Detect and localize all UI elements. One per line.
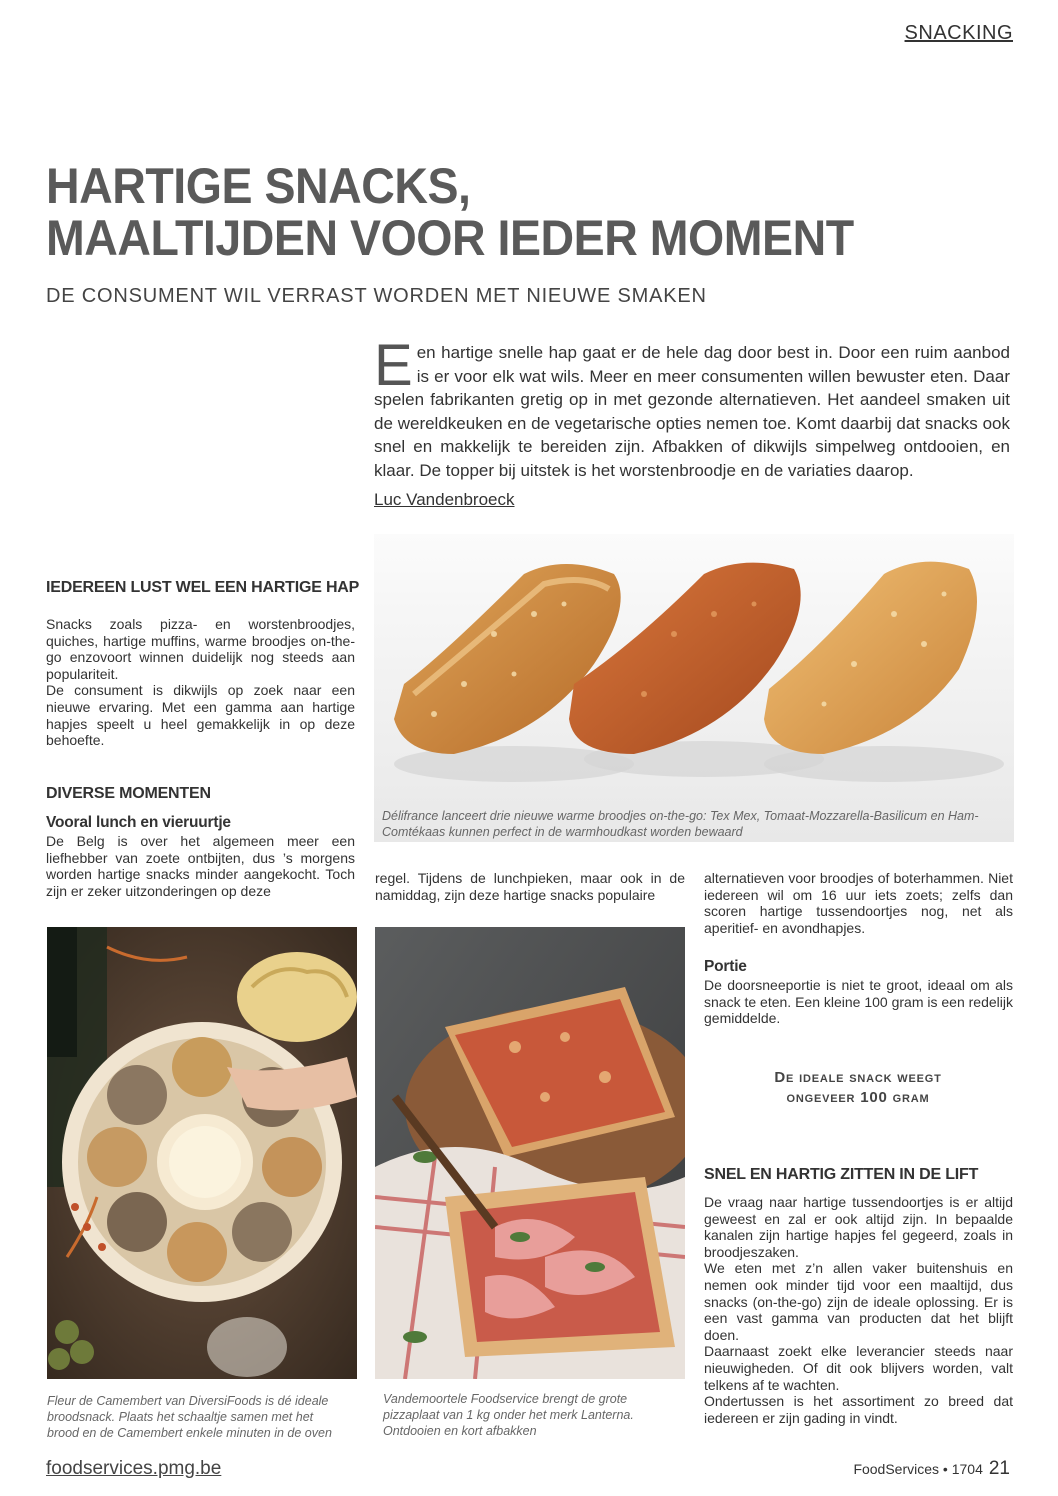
page-number: 21 bbox=[988, 1458, 1010, 1479]
paragraph-portie: De doorsneeportie is niet te groot, ideaal om als snack te eten. Een kleine 100 gram is een redelijk gemiddelde. bbox=[704, 977, 1013, 1027]
photo-camembert bbox=[47, 927, 357, 1379]
intro-paragraph bbox=[374, 333, 1010, 482]
paragraph-momenten-1: De Belg is over het algemeen meer een liefhebber van zoete ontbijten, dus ’s morgens worden hartige snacks minder aangekocht. Toch zijn er zeker uitzonderingen op deze bbox=[46, 833, 355, 899]
pull-quote-line-1: De ideale snack weegt bbox=[774, 1069, 942, 1086]
paragraph-lift-2: We eten met z’n allen vaker buitenshuis en nemen ook minder tijd voor een maaltijd, dus snacks (on-the-go) zijn de ideale oplossing. Er is een vast gamma van producten dat het blijft doen. bbox=[704, 1260, 1013, 1343]
column-right bbox=[704, 870, 1013, 936]
heading-snel-hartig: SNEL EN HARTIG ZITTEN IN DE LIFT bbox=[704, 1166, 979, 1183]
photo-delifrance-breads bbox=[374, 534, 1014, 842]
heading-hartige-hap: IEDEREEN LUST WEL EEN HARTIGE HAP bbox=[46, 579, 360, 596]
pull-quote bbox=[708, 1068, 1008, 1108]
pizza-illustration bbox=[375, 927, 685, 1379]
heading-diverse-momenten: DIVERSE MOMENTEN bbox=[46, 785, 211, 802]
paragraph-momenten-2: regel. Tijdens de lunchpieken, maar ook in de namiddag, zijn deze hartige snacks populaire bbox=[375, 870, 685, 903]
pull-quote-line-2: ongeveer 100 gram bbox=[786, 1089, 930, 1106]
drop-cap: E bbox=[374, 333, 413, 398]
paragraph-hap-2: De consument is dikwijls op zoek naar een nieuwe ervaring. Met een gamma aan hartige hapjes speelt u heel gemakkelijk in op deze behoefte. bbox=[46, 682, 355, 749]
paragraph-lift-4: Ondertussen is het assortiment zo breed dat iedereen er zijn gading in vindt. bbox=[704, 1393, 1013, 1426]
section-label: SNACKING bbox=[904, 22, 1013, 44]
paragraph-lift-1: De vraag naar hartige tussendoortjes is er altijd geweest en zal er ook altijd zijn. In bepaalde kanalen zijn hartige hapjes fel gegeerd, zoals in broodjeszaken. bbox=[704, 1194, 1013, 1260]
author-byline[interactable]: Luc Vandenbroeck bbox=[374, 490, 515, 509]
column-hap bbox=[46, 616, 355, 749]
paragraph-momenten-3: alternatieven voor broodjes of boterhammen. Niet iedereen wil om 16 uur iets zoets; zelfs dan scoren hartige tussendoortjes nog, net als aperitief- en avondhapjes. bbox=[704, 870, 1013, 936]
breads-illustration bbox=[374, 534, 1014, 842]
title-line-2: MAALTIJDEN VOOR IEDER MOMENT bbox=[46, 210, 854, 266]
photo-pizza bbox=[375, 927, 685, 1379]
camembert-illustration bbox=[47, 927, 357, 1379]
caption-delifrance: Délifrance lanceert drie nieuwe warme broodjes on-the-go: Tex Mex, Tomaat-Mozzarella-Basilicum en Ham-Comtékaas kunnen perfect in de warmhoudkast worden bewaard bbox=[382, 809, 979, 839]
paragraph-hap-1: Snacks zoals pizza- en worstenbroodjes, quiches, hartige muffins, warme broodjes on-the-go enzovoort winnen duidelijk nog steeds aan populariteit. bbox=[46, 616, 355, 682]
subheading-lunch: Vooral lunch en vieruurtje bbox=[46, 814, 231, 831]
footer-magazine: FoodServices • 1704 bbox=[853, 1461, 983, 1477]
page-title bbox=[46, 160, 939, 264]
paragraph-lift-3: Daarnaast zoekt elke leverancier steeds naar nieuwigheden. Of dit ook blijvers worden, valt telkens af te wachten. bbox=[704, 1343, 1013, 1393]
footer-website-link[interactable]: foodservices.pmg.be bbox=[46, 1458, 222, 1479]
intro-text: en hartige snelle hap gaat er de hele dag door best in. Door een ruim aanbod is er voor elk wat wils. Meer en meer consumenten willen bewuster eten. Daar spelen fabrikanten gretig op in met gezonde alternatieven. Het aandeel smaken uit de wereldkeuken en de vegetarische opties nemen toe. Komt daarbij dat snacks ook snel en makkelijk te bereiden zijn. Afbakken of dikwijls simpelweg ontdooien, en klaar. De topper bij uitstek is het worstenbroodje en de variaties daarop. bbox=[374, 343, 1010, 480]
caption-pizza: Vandemoortele Foodservice brengt de grote pizzaplaat van 1 kg onder het merk Lanterna. Ontdooien en kort afbakken bbox=[383, 1392, 634, 1438]
heading-portie: Portie bbox=[704, 958, 747, 975]
title-line-1: HARTIGE SNACKS, bbox=[46, 158, 471, 214]
footer-publication bbox=[853, 1458, 1010, 1480]
caption-camembert: Fleur de Camembert van DiversiFoods is dé ideale broodsnack. Plaats het schaaltje samen met het brood en de Camembert enkele minuten in de oven bbox=[47, 1394, 332, 1440]
subtitle: DE CONSUMENT WIL VERRAST WORDEN MET NIEUWE SMAKEN bbox=[46, 285, 707, 307]
column-lift bbox=[704, 1194, 1013, 1426]
